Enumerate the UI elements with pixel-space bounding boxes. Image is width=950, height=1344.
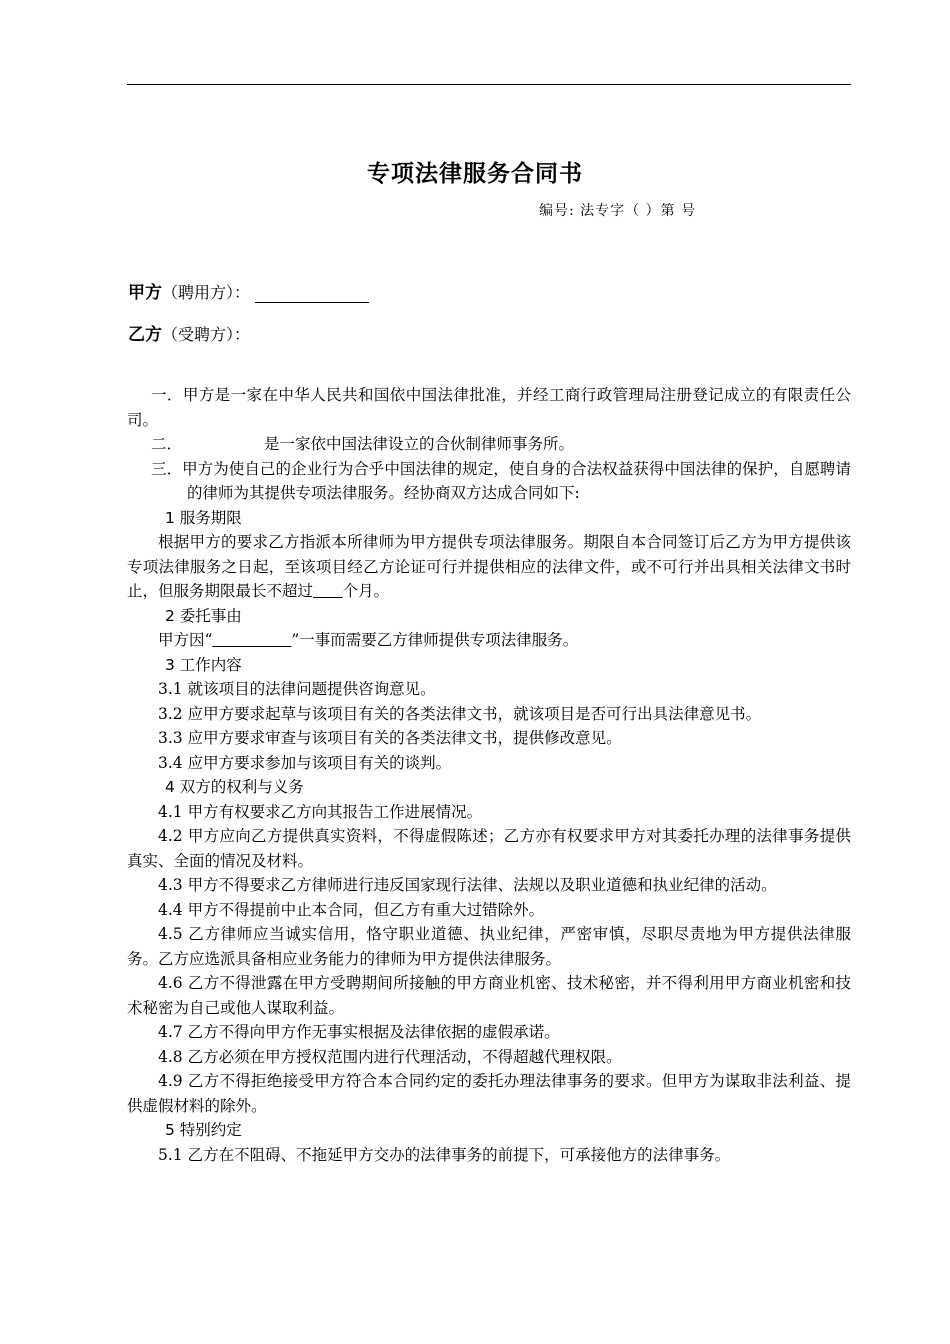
intro-clause-3-text-b: 的律师为其提供专项法律服务。经协商双方达成合同如下: <box>187 484 580 502</box>
section-2-text-a: 甲方因“ <box>158 631 213 649</box>
section-4-item: 4.6 乙方不得泄露在甲方受聘期间所接触的甲方商业机密、技术秘密，并不得利用甲方商业机密和技术秘密为自己或他人谋取利益。 <box>127 974 851 1017</box>
intro-clause-2-number: 二． <box>151 435 183 453</box>
section-3-item: 3.3 应甲方要求审查与该项目有关的各类法律文书，提供修改意见。 <box>158 729 622 747</box>
months-blank <box>313 582 343 600</box>
section-3-title: 3 工作内容 <box>165 655 242 674</box>
party-b-line <box>128 320 250 345</box>
intro-clause-1: 一．甲方是一家在中华人民共和国依中国法律批准，并经工商行政管理局注册登记成立的有限责任公司。 <box>127 386 851 429</box>
matter-blank <box>212 631 291 649</box>
section-4-item: 4.2 甲方应向乙方提供真实资料，不得虚假陈述；乙方亦有权要求甲方对其委托办理的法律事务提供真实、全面的情况及材料。 <box>127 827 851 870</box>
party-a-label: 甲方 <box>128 283 162 303</box>
section-4-item: 4.7 乙方不得向甲方作无事实根据及法律依据的虚假承诺。 <box>158 1023 560 1041</box>
section-3-item: 3.1 就该项目的法律问题提供咨询意见。 <box>158 680 436 698</box>
header-rule <box>127 84 851 85</box>
section-5-item: 5.1 乙方在不阻碍、不拖延甲方交办的法律事务的前提下，可承接他方的法律事务。 <box>158 1145 731 1164</box>
section-4-item: 4.8 乙方必须在甲方授权范围内进行代理活动，不得超越代理权限。 <box>158 1047 622 1066</box>
document-title: 专项法律服务合同书 <box>367 161 583 187</box>
section-2-text <box>127 628 851 653</box>
section-2-text-b: ”一事而需要乙方律师提供专项法律服务。 <box>291 631 579 649</box>
section-4-item: 4.5 乙方律师应当诚实信用，恪守职业道德、执业纪律，严密审慎，尽职尽责地为甲方提供法律服务。乙方应选派具备相应业务能力的律师为甲方提供法律服务。 <box>127 925 851 968</box>
section-2-title: 2 委托事由 <box>165 606 242 625</box>
section-5-title: 5 特别约定 <box>165 1121 242 1139</box>
party-a-role: （聘用方）： <box>162 283 251 302</box>
section-1-text-b: 个月。 <box>342 582 390 600</box>
section-1-title: 1 服务期限 <box>165 508 242 527</box>
section-4-item: 4.4 甲方不得提前中止本合同，但乙方有重大过错除外。 <box>158 900 545 919</box>
section-1-text <box>127 530 851 604</box>
section-1-text-a: 根据甲方的要求乙方指派本所律师为甲方提供专项法律服务。期限自本合同签订后乙方为甲方提供该专项法律服务之日起，至该项目经乙方论证可行并提供相应的法律文件，或不可行并出具相关法律文书时止，但服务期限最长不超过 <box>127 533 851 600</box>
section-4-title: 4 双方的权利与义务 <box>165 778 304 796</box>
party-b-label: 乙方 <box>128 325 162 345</box>
section-4-item: 4.3 甲方不得要求乙方律师进行违反国家现行法律、法规以及职业道德和执业纪律的活动。 <box>158 876 777 894</box>
party-a-line <box>128 278 369 303</box>
contract-body <box>127 383 851 1167</box>
document-number: 编号: 法专字（ ）第 号 <box>539 203 697 219</box>
intro-clause-3 <box>127 457 851 506</box>
intro-clause-2-text: 是一家依中国法律设立的合伙制律师事务所。 <box>264 435 575 453</box>
section-3-item: 3.2 应甲方要求起草与该项目有关的各类法律文书，就该项目是否可行出具法律意见书。 <box>158 704 762 723</box>
intro-clause-2 <box>127 432 851 457</box>
party-b-role: （受聘方）： <box>162 325 251 344</box>
section-4-item: 4.1 甲方有权要求乙方向其报告工作进展情况。 <box>158 802 483 821</box>
party-a-blank <box>255 286 369 303</box>
intro-clause-3-text-a: 三．甲方为使自己的企业行为合乎中国法律的规定，使自身的合法权益获得中国法律的保护，自愿聘请 <box>151 459 851 478</box>
section-4-item: 4.9 乙方不得拒绝接受甲方符合本合同约定的委托办理法律事务的要求。但甲方为谋取非法利益、提供虚假材料的除外。 <box>127 1072 851 1115</box>
section-3-item: 3.4 应甲方要求参加与该项目有关的谈判。 <box>158 753 452 772</box>
